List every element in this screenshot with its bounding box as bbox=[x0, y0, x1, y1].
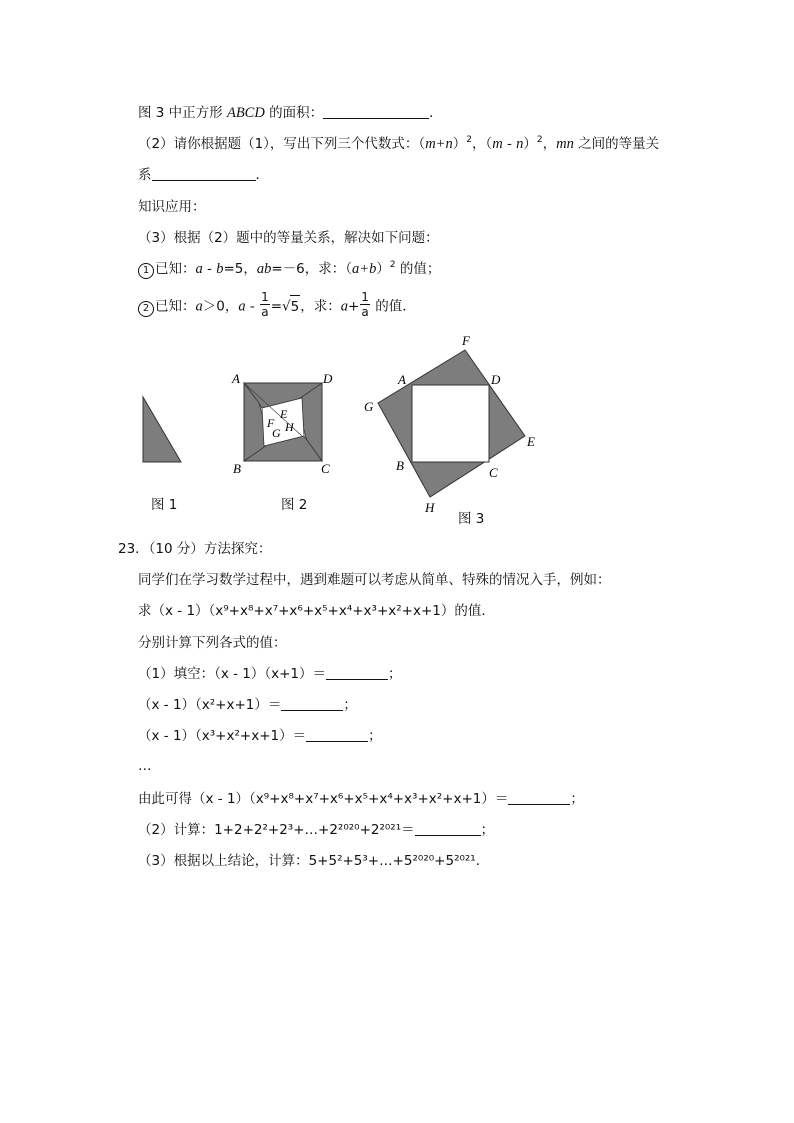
fig1-caption: 图 1 bbox=[151, 497, 178, 513]
knowledge-heading: 知识应用： bbox=[138, 199, 206, 215]
fig1-triangle bbox=[143, 397, 181, 462]
text: 已知： bbox=[155, 261, 196, 277]
text: ； bbox=[343, 697, 357, 713]
fig2-label-C: C bbox=[321, 461, 330, 476]
q23-hence bbox=[138, 790, 584, 808]
denominator: a bbox=[361, 305, 369, 319]
fig3 bbox=[364, 333, 535, 515]
text: （1）填空：（x - 1）（x+1）＝ bbox=[138, 666, 327, 682]
text: ； bbox=[388, 666, 402, 682]
var: b bbox=[216, 261, 224, 277]
fig3-inner-square bbox=[412, 385, 489, 462]
text: ． bbox=[429, 105, 443, 121]
text: ） bbox=[523, 136, 537, 152]
fig2-label-G: G bbox=[272, 426, 281, 440]
q23-part2 bbox=[138, 821, 494, 839]
fig2-caption: 图 2 bbox=[281, 497, 308, 513]
fig3-label-B: B bbox=[396, 458, 404, 473]
expr: m+n bbox=[425, 136, 453, 152]
text: - bbox=[202, 261, 217, 277]
text: 由此可得（x - 1）（x⁹+x⁸+x⁷+x⁶+x⁵+x⁴+x³+x²+x+1）＝ bbox=[138, 791, 509, 807]
text: （2）请你根据题（1），写出下列三个代数式：（ bbox=[138, 136, 426, 152]
var: a bbox=[195, 298, 203, 315]
text: + bbox=[347, 298, 360, 315]
exponent: 2 bbox=[536, 135, 543, 145]
text: ； bbox=[368, 728, 382, 744]
fig3-label-D: D bbox=[491, 372, 501, 387]
fig2 bbox=[231, 371, 333, 476]
fig3-label-G: G bbox=[364, 399, 374, 414]
text: （2）计算：1+2+2²+2³+…+2²⁰²⁰+2²⁰²¹＝ bbox=[138, 822, 415, 838]
answer-blank[interactable] bbox=[281, 696, 343, 711]
circled-number: 2 bbox=[138, 301, 154, 317]
q23-ask: 求（x - 1）（x⁹+x⁸+x⁷+x⁶+x⁵+x⁴+x³+x²+x+1）的值． bbox=[138, 603, 495, 619]
text: =5， bbox=[223, 261, 257, 277]
exponent: 2 bbox=[466, 135, 472, 145]
text: ＞0， bbox=[202, 298, 239, 315]
text: 的值． bbox=[370, 298, 416, 315]
square-name: ABCD bbox=[226, 105, 265, 121]
fig3-label-E: E bbox=[527, 434, 535, 449]
text: 之间的等量关 bbox=[573, 136, 660, 152]
figures-svg bbox=[0, 0, 794, 530]
fig2-label-B: B bbox=[233, 461, 241, 476]
fig3-caption: 图 3 bbox=[458, 511, 485, 527]
answer-blank[interactable] bbox=[306, 727, 368, 742]
fig2-label-F: F bbox=[267, 416, 275, 430]
expr: mn bbox=[556, 136, 574, 152]
fig2-label-D: D bbox=[323, 371, 333, 386]
text: 的值； bbox=[395, 261, 441, 277]
numerator: 1 bbox=[261, 290, 269, 304]
numerator: 1 bbox=[361, 290, 369, 304]
fig2-label-E: E bbox=[280, 407, 288, 421]
fig3-label-A: A bbox=[398, 372, 406, 387]
text: （x - 1）（x³+x²+x+1）＝ bbox=[138, 728, 307, 744]
denominator: a bbox=[261, 305, 269, 319]
q23-fill2 bbox=[138, 696, 357, 714]
text: 已知： bbox=[155, 298, 196, 315]
var: a bbox=[340, 298, 348, 315]
var: a bbox=[195, 261, 203, 277]
radical-sign: √ bbox=[282, 298, 291, 315]
answer-blank[interactable] bbox=[326, 665, 388, 680]
text: ， bbox=[542, 136, 557, 152]
text: =－6，求：（ bbox=[271, 261, 353, 277]
var: a bbox=[238, 298, 246, 315]
text: ） bbox=[452, 136, 467, 152]
text: ） bbox=[376, 261, 390, 277]
fig3-label-C: C bbox=[489, 465, 498, 480]
fig3-label-H: H bbox=[425, 500, 435, 515]
text: 图 3 中正方形 bbox=[138, 105, 227, 121]
fig3-label-F: F bbox=[462, 333, 470, 348]
text: 系 bbox=[138, 167, 152, 183]
fig2-label-H: H bbox=[285, 420, 294, 434]
text: ，（ bbox=[471, 136, 493, 152]
text: ． bbox=[255, 167, 269, 183]
answer-blank[interactable] bbox=[508, 790, 570, 805]
text: （x - 1）（x²+x+1）＝ bbox=[138, 697, 282, 713]
part3-question: （3）根据（2）题中的等量关系，解决如下问题： bbox=[138, 230, 439, 246]
text: ； bbox=[480, 822, 495, 838]
radicand: 5 bbox=[290, 295, 301, 318]
q23-intro: 同学们在学习数学过程中，遇到难题可以考虑从简单、特殊的情况入手，例如： bbox=[138, 572, 611, 588]
q23-header: 23．（10 分）方法探究： bbox=[118, 541, 272, 557]
fig2-label-A: A bbox=[232, 371, 240, 386]
text: - bbox=[502, 136, 517, 152]
text: ； bbox=[570, 791, 584, 807]
expr: n bbox=[516, 136, 524, 152]
text: - bbox=[245, 298, 260, 315]
q23-part3: （3）根据以上结论，计算：5+5²+5³+…+5²⁰²⁰+5²⁰²¹． bbox=[138, 853, 490, 869]
var: ab bbox=[256, 261, 272, 277]
exponent: 2 bbox=[389, 260, 396, 270]
var: a+b bbox=[352, 261, 377, 277]
q23-calc: 分别计算下列各式的值： bbox=[138, 635, 287, 651]
text: 的面积： bbox=[264, 105, 324, 121]
circled-number: 1 bbox=[138, 263, 154, 279]
answer-blank[interactable] bbox=[415, 821, 481, 836]
text: = bbox=[270, 298, 283, 315]
expr: m bbox=[492, 136, 503, 152]
q23-ellipsis: … bbox=[138, 758, 152, 774]
q23-fill1 bbox=[138, 665, 402, 683]
text: ，求： bbox=[300, 298, 341, 315]
q23-fill3 bbox=[138, 727, 382, 745]
